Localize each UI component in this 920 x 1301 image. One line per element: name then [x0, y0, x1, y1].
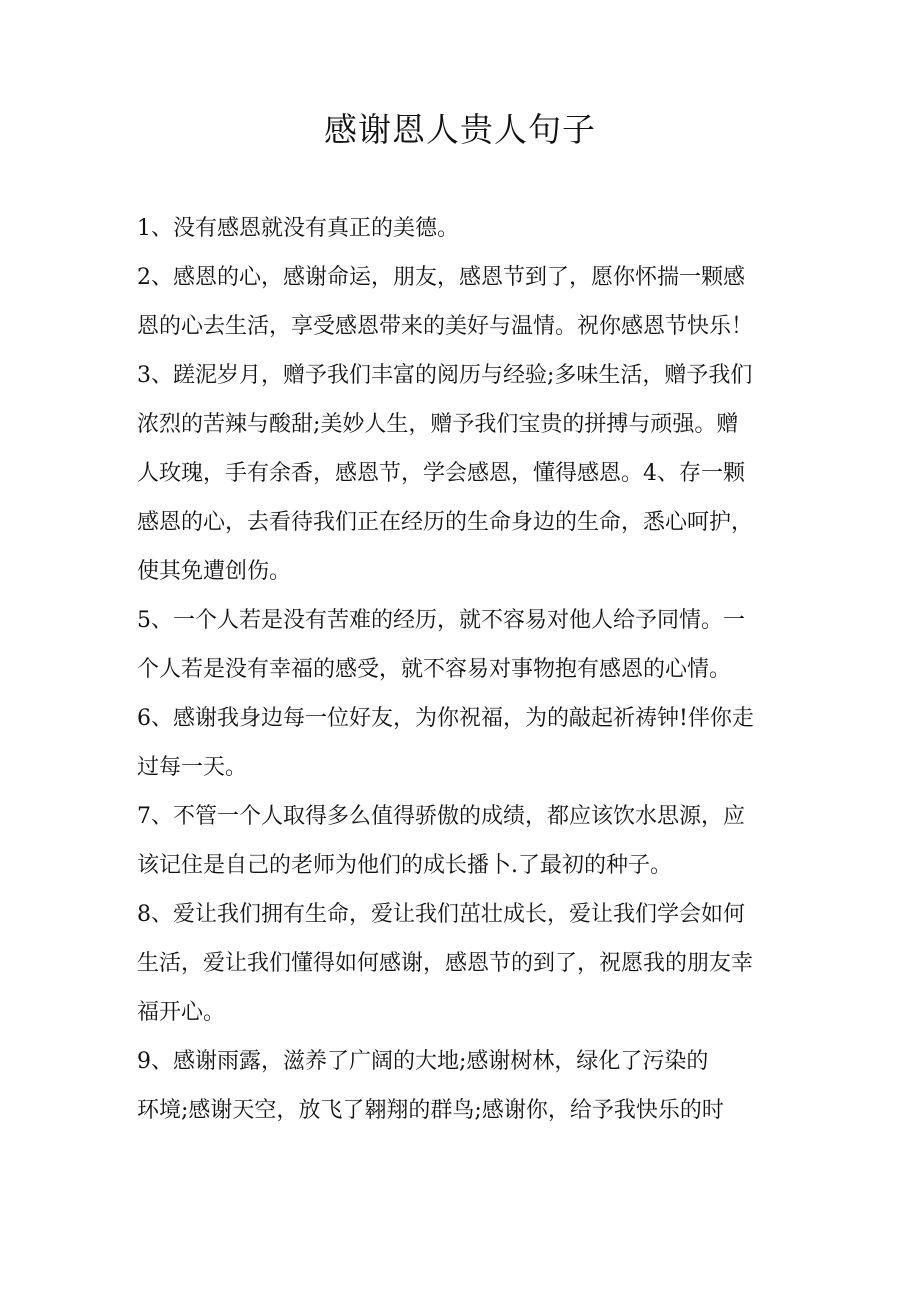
document-body: [137, 204, 797, 1135]
text-line: 1、没有感恩就没有真正的美德。: [137, 216, 459, 241]
text-line: 人玫瑰，手有余香，感恩节，学会感恩，懂得感恩。4、存一颗: [137, 461, 745, 486]
page-title: 感谢恩人贵人句子: [324, 110, 596, 149]
text-line: 生活，爱让我们懂得如何感谢，感恩节的到了，祝愿我的朋友幸: [137, 951, 754, 976]
text-line: 3、蹉泥岁月，赠予我们丰富的阅历与经验;多味生活，赠予我们: [137, 363, 753, 388]
text-line: 过每一天。: [137, 755, 248, 780]
text-line: 7、不管一个人取得多么值得骄傲的成绩，都应该饮水思源，应: [137, 804, 745, 829]
text-line: 9、感谢雨露，滋养了广阔的大地;感谢树林，绿化了污染的: [137, 1049, 709, 1074]
text-line: 福开心。: [137, 1000, 226, 1025]
text-line: 2、感恩的心，感谢命运，朋友，感恩节到了，愿你怀揣一颗感: [137, 265, 745, 290]
text-line: 8、爱让我们拥有生命，爱让我们茁壮成长，爱让我们学会如何: [137, 902, 745, 927]
text-line: 恩的心去生活，享受感恩带来的美好与温情。祝你感恩节快乐！: [137, 314, 754, 339]
text-line: 浓烈的苦辣与酸甜;美妙人生，赠予我们宝贵的拼搏与顽强。赠: [137, 412, 739, 437]
text-line: 6、感谢我身边每一位好友，为你祝福，为的敲起祈祷钟!伴你走: [137, 706, 754, 731]
text-line: 使其免遭创伤。: [137, 559, 292, 584]
text-line: 5、一个人若是没有苦难的经历，就不容易对他人给予同情。一: [137, 608, 745, 633]
text-line: 该记住是自己的老师为他们的成长播卜.了最初的种子。: [137, 853, 672, 878]
text-line: 个人若是没有幸福的感受，就不容易对事物抱有感恩的心情。: [137, 657, 732, 682]
text-line: 感恩的心，去看待我们正在经历的生命身边的生命，悉心呵护，: [137, 510, 754, 535]
text-line: 环境;感谢天空，放飞了翱翔的群鸟;感谢你，给予我快乐的时: [137, 1098, 724, 1123]
